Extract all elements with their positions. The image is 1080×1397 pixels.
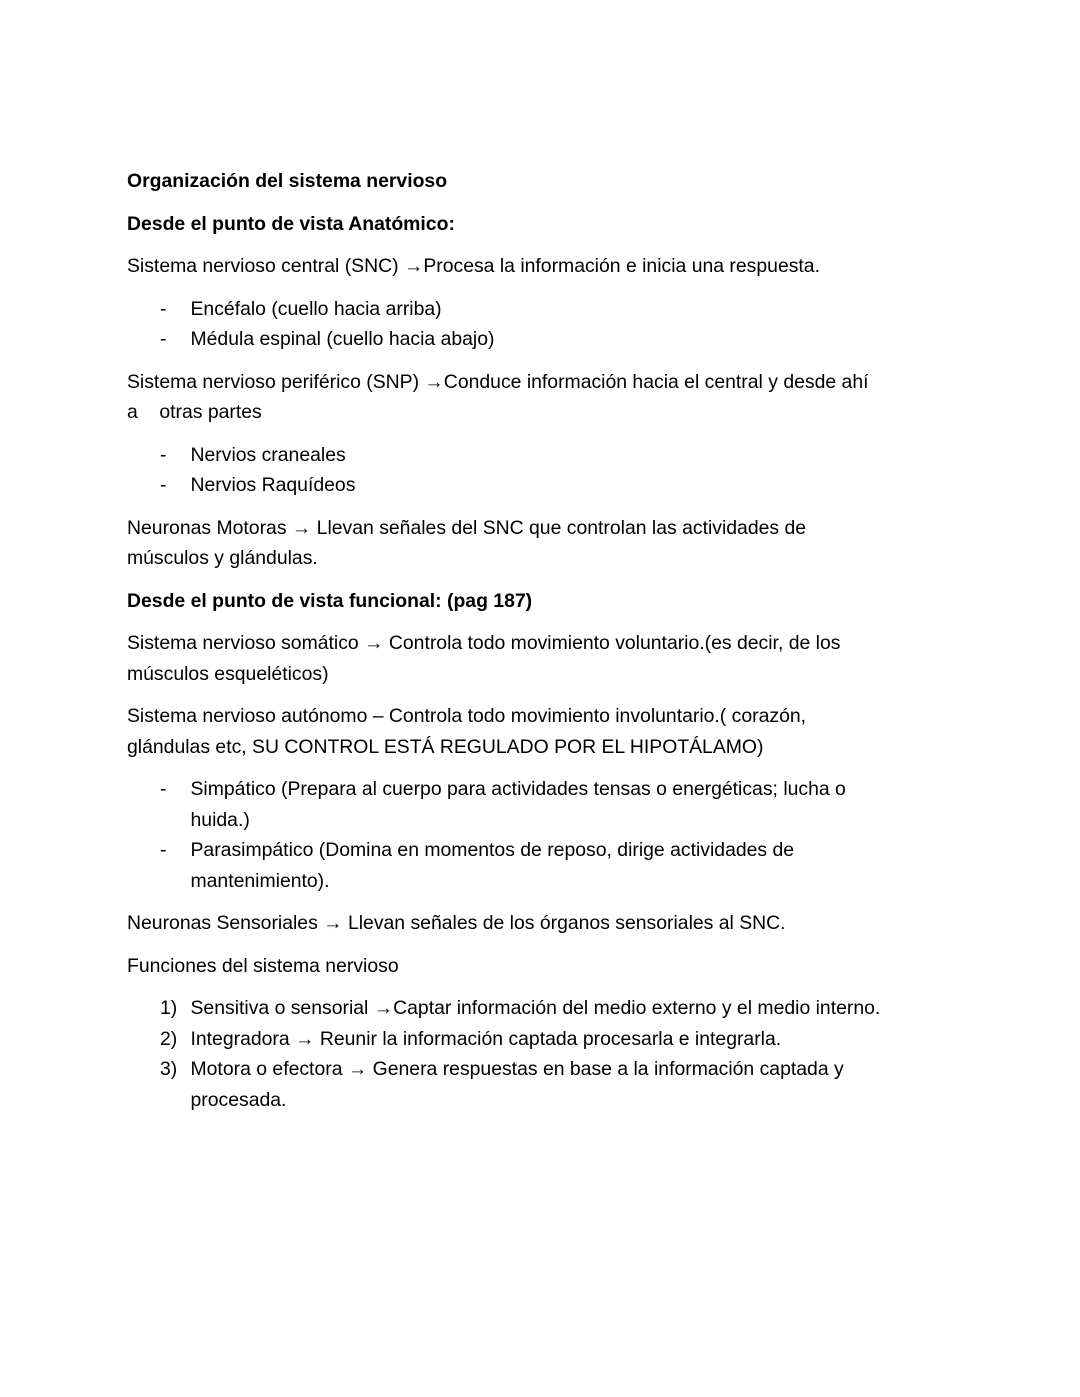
list-item-text-line-2: huida.): [190, 808, 250, 831]
para-somatico: [127, 628, 953, 689]
para-snp-line-2: a otras partes: [127, 401, 262, 423]
para-motoras-line-1: Neuronas Motoras → Llevan señales del SNC que controlan las actividades de: [127, 516, 807, 539]
list-item-simpatico: [127, 774, 953, 835]
list-item-text: Encéfalo (cuello hacia arriba): [190, 297, 442, 320]
list-item-sensitiva: [127, 993, 953, 1024]
number-marker: 1): [160, 997, 178, 1019]
list-item-raquideos: [127, 470, 953, 501]
list-item-integradora: [127, 1024, 953, 1055]
list-item-text: Integradora → Reunir la información captada procesarla e integrarla.: [190, 1027, 782, 1050]
doc-title-text: Organización del sistema nervioso: [127, 170, 448, 192]
para-somatico-line-1: Sistema nervioso somático → Controla todo movimiento voluntario.(es decir, de los: [127, 632, 841, 654]
list-item-text-line-1: Parasimpático (Domina en momentos de reposo, dirige actividades de: [190, 839, 795, 861]
number-marker: 2): [160, 1027, 178, 1050]
doc-title: [127, 166, 953, 197]
dash-marker: -: [160, 839, 167, 861]
number-marker: 3): [160, 1058, 178, 1080]
para-funciones: [127, 951, 953, 982]
heading-funcional: [127, 586, 953, 617]
dash-marker: -: [160, 778, 167, 800]
dash-list-autonomo: [127, 774, 953, 896]
para-neuronas-motoras: [127, 513, 953, 574]
para-snc: [127, 251, 953, 282]
list-item-craneales: [127, 440, 953, 471]
list-item-text: Nervios Raquídeos: [190, 474, 356, 496]
para-autonomo: [127, 701, 953, 762]
para-snc-line: Sistema nervioso central (SNC) →Procesa la información e inicia una respuesta.: [127, 255, 820, 277]
dash-marker: -: [160, 443, 167, 466]
numbered-list-funciones: [127, 993, 953, 1115]
list-item-text: Médula espinal (cuello hacia abajo): [190, 328, 495, 350]
para-neuronas-sensoriales: [127, 908, 953, 939]
list-item-text-line-1: Motora o efectora → Genera respuestas en base a la información captada y: [190, 1058, 844, 1080]
para-snp-line-1: Sistema nervioso periférico (SNP) →Conduce información hacia el central y desde ahí: [127, 370, 869, 393]
list-item-medula: [127, 324, 953, 355]
list-item-encefalo: [127, 294, 953, 325]
para-sensoriales-line: Neuronas Sensoriales → Llevan señales de los órganos sensoriales al SNC.: [127, 912, 786, 934]
heading-funcional-text: Desde el punto de vista funcional: (pag 187): [127, 589, 533, 612]
list-item-text-line-2: mantenimiento).: [190, 869, 330, 892]
dash-marker: -: [160, 297, 167, 320]
heading-anatomico-text: Desde el punto de vista Anatómico:: [127, 212, 455, 235]
list-item-motora: [127, 1054, 953, 1115]
para-snp: [127, 367, 953, 428]
list-item-parasimpatico: [127, 835, 953, 896]
dash-list-anatomico: [127, 294, 953, 355]
para-somatico-line-2: músculos esqueléticos): [127, 662, 329, 685]
dash-marker: -: [160, 328, 167, 350]
para-autonomo-line-1: Sistema nervioso autónomo – Controla todo movimiento involuntario.( corazón,: [127, 705, 807, 727]
list-item-text-line-2: procesada.: [190, 1088, 287, 1111]
para-autonomo-line-2: glándulas etc, SU CONTROL ESTÁ REGULADO POR EL HIPOTÁLAMO): [127, 735, 764, 758]
heading-anatomico: [127, 209, 953, 240]
list-item-text: Sensitiva o sensorial →Captar información del medio externo y el medio interno.: [190, 997, 881, 1019]
list-item-text-line-1: Simpático (Prepara al cuerpo para actividades tensas o energéticas; lucha o: [190, 778, 846, 800]
dash-list-snp: [127, 440, 953, 501]
para-motoras-line-2: músculos y glándulas.: [127, 547, 318, 569]
list-item-text: Nervios craneales: [190, 443, 346, 466]
dash-marker: -: [160, 474, 167, 496]
para-funciones-line: Funciones del sistema nervioso: [127, 954, 399, 977]
